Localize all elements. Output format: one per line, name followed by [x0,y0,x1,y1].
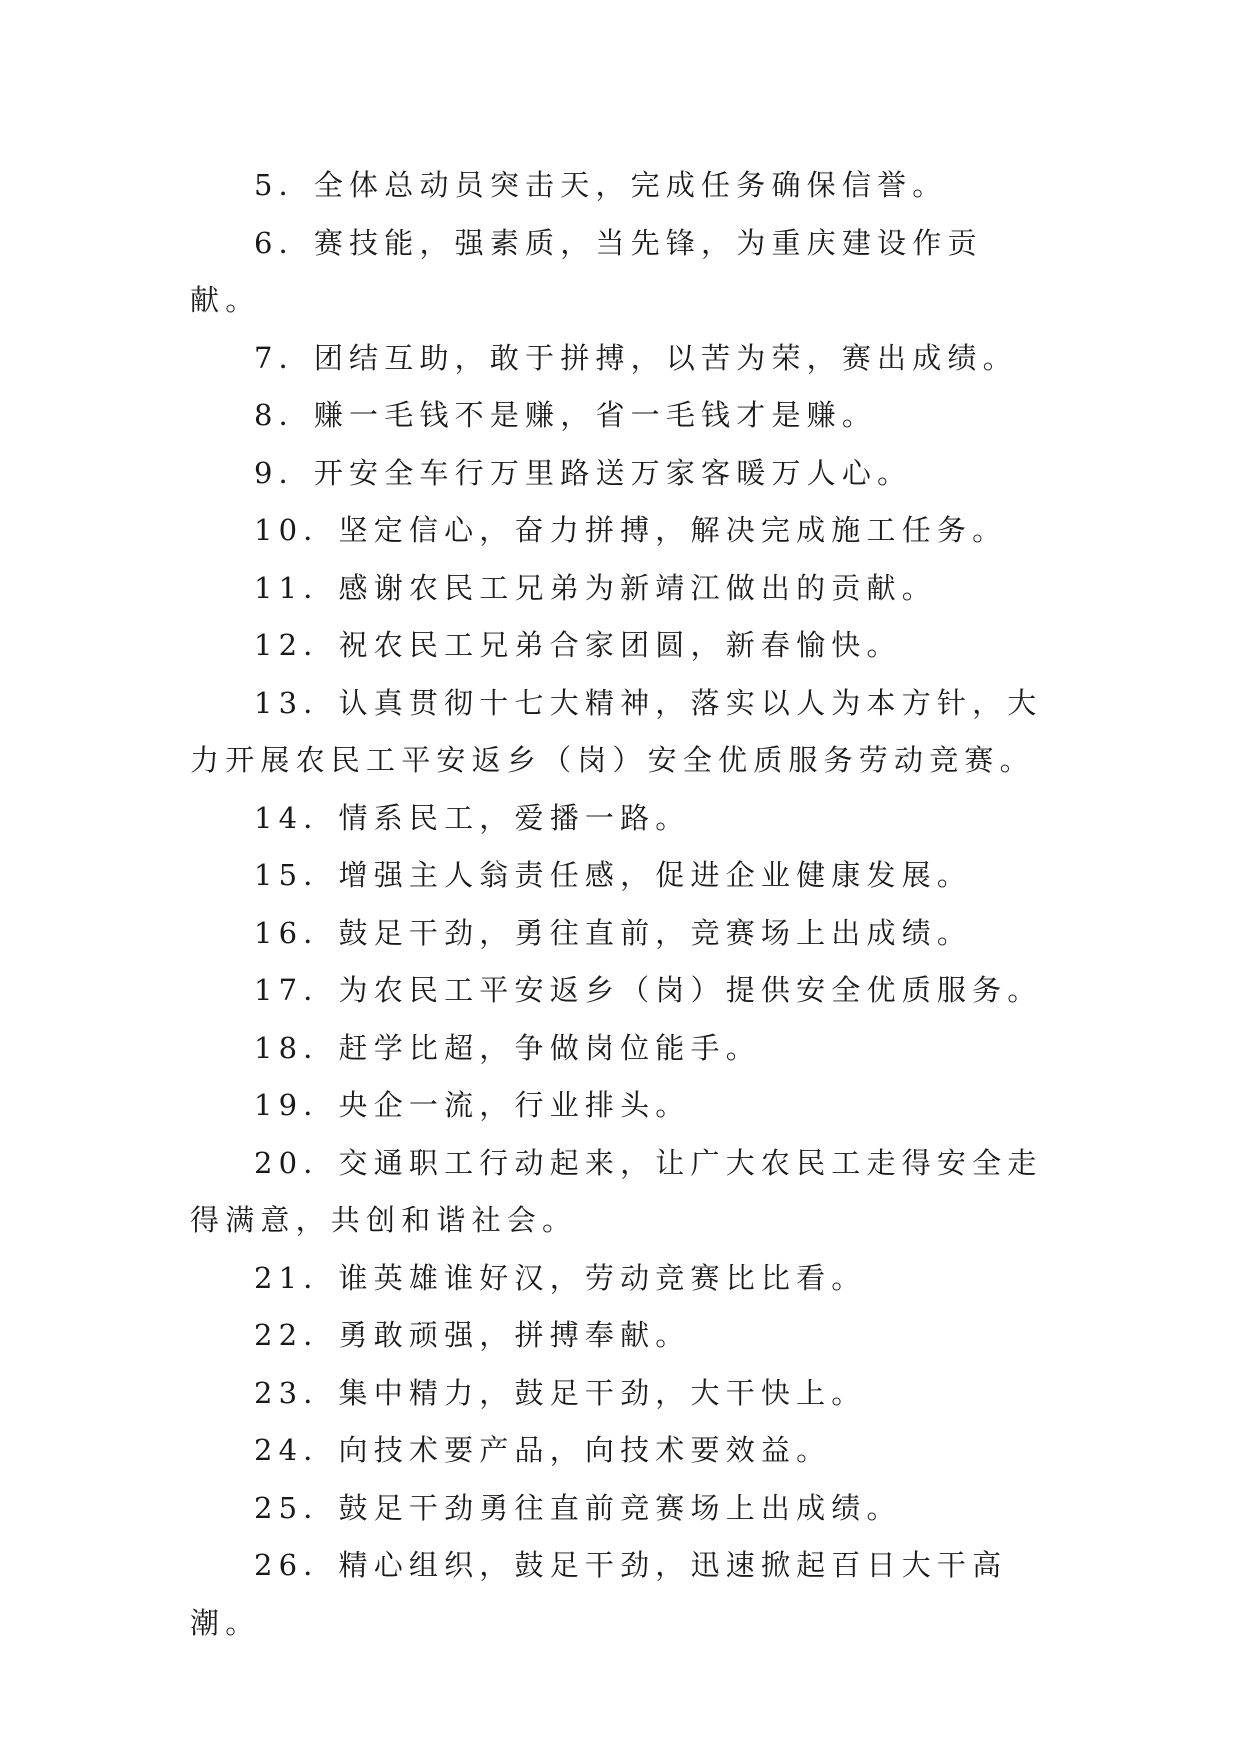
list-item: 15．增强主人翁责任感，促进企业健康发展。 [254,858,973,892]
list-item: 8．赚一毛钱不是赚，省一毛钱才是赚。 [254,398,878,432]
list-item: 21．谁英雄谁好汉，劳动竞赛比比看。 [254,1260,867,1295]
list-item: 6．赛技能，强素质，当先锋，为重庆建设作贡献。 [190,225,983,317]
list-item: 22．勇敢顽强，拼搏奉献。 [254,1318,691,1352]
list-item: 11．感谢农民工兄弟为新靖江做出的贡献。 [254,570,937,605]
list-item: 23．集中精力，鼓足干劲，大干快上。 [254,1375,867,1410]
list-item: 19．央企一流，行业排头。 [254,1088,691,1122]
list-item: 16．鼓足干劲，勇往直前，竞赛场上出成绩。 [254,915,973,950]
list-item: 7．团结互助，敢于拼搏，以苦为荣，赛出成绩。 [254,340,1018,375]
list-item: 17．为农民工平安返乡（岗）提供安全优质服务。 [254,973,1043,1007]
list-item: 10．坚定信心，奋力拼搏，解决完成施工任务。 [254,513,1008,547]
list-item: 13．认真贯彻十七大精神，落实以人为本方针，大力开展农民工平安返乡（岗）安全优质服务劳动竞赛。 [190,685,1043,777]
list-item: 26．精心组织，鼓足干劲，迅速掀起百日大干高潮。 [190,1548,1008,1640]
slogan-list [190,157,1046,1652]
list-item: 12．祝农民工兄弟合家团圆，新春愉快。 [254,628,902,662]
list-item: 24．向技术要产品，向技术要效益。 [254,1433,832,1467]
list-item: 9．开安全车行万里路送万家客暖万人心。 [254,455,913,490]
list-item: 5．全体总动员突击天，完成任务确保信誉。 [254,168,948,202]
list-item: 25．鼓足干劲勇往直前竞赛场上出成绩。 [254,1490,902,1525]
list-item: 14．情系民工，爱播一路。 [254,800,691,835]
list-item: 18．赶学比超，争做岗位能手。 [254,1030,761,1065]
list-item: 20．交通职工行动起来，让广大农民工走得安全走得满意，共创和谐社会。 [190,1145,1043,1237]
